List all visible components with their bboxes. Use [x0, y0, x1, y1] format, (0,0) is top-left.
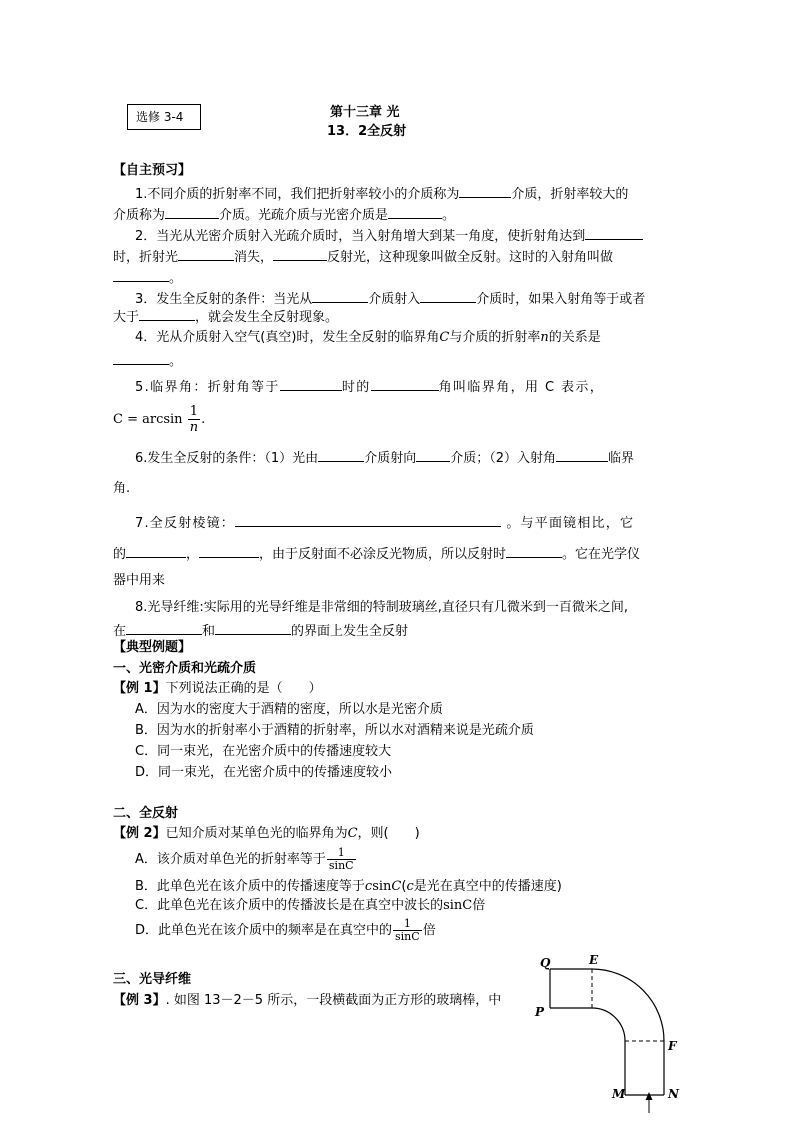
preview-q7-line1: 7.全反射棱镜： 。与平面镜相比，它 [135, 513, 634, 532]
preview-q3-line1: 3．发生全反射的条件：当光从 介质射入 介质时，如果入射角等于或者 [135, 289, 645, 308]
section1-title: 一、光密介质和光疏介质 [113, 661, 257, 676]
preview-heading: 【自主预习】 [113, 163, 192, 178]
incident-ray-arrowhead [646, 1092, 653, 1100]
preview-q2-line2: 时，折射光 消失， 反射光，这种现象叫做全反射。这时的入射角叫做 [113, 247, 613, 266]
preview-q1-line1: 1.不同介质的折射率不同，我们把折射率较小的介质称为 介质，折射率较大的 [135, 184, 628, 203]
label-m: M [612, 1087, 626, 1101]
example2-option-a: A．该介质对单色光的折射率等于 $\frac{1}{\sin C}$ [135, 846, 354, 872]
rod-outline [550, 969, 664, 1095]
examples-heading: 【典型例题】 [113, 640, 192, 655]
example3-stem: 【例 3】. 如图 13－2－5 所示，一段横截面为正方形的玻璃棒，中 [113, 993, 502, 1008]
example2-option-c: C．此单色光在该介质中的传播波长是在真空中波长的sinC倍 [135, 898, 486, 913]
example2-option-b: B．此单色光在该介质中的传播速度等于csinC(c是光在真空中的传播速度) [135, 879, 562, 894]
preview-q5-line1: 5.临界角：折射角等于 时的 角叫临界角，用 C 表示， [135, 377, 604, 396]
preview-q7-line2: 的 ， ，由于反射面不必涂反光物质，所以反射时 。它在光学仪 [113, 544, 640, 563]
preview-q3-line2: 大于 ，就会发生全反射现象。 [113, 307, 338, 326]
preview-q2-line3: 。 [113, 268, 182, 287]
preview-q7-line3: 器中用来 [113, 573, 166, 588]
preview-q4-line1: 4．光从介质射入空气(真空)时，发生全反射的临界角C与介质的折射率n的关系是 [135, 330, 601, 345]
label-e: E [589, 953, 599, 967]
label-n: N [668, 1087, 679, 1101]
example1-option-a: A．因为水的密度大于酒精的密度，所以水是光密介质 [135, 702, 443, 717]
example1-stem: 【例 1】下列说法正确的是（ ） [113, 681, 322, 696]
rod-outer-edge [550, 969, 664, 1095]
section3-title: 三、光导纤维 [113, 972, 192, 987]
label-f: F [668, 1039, 677, 1053]
preview-q2-line1: 2．当光从光密介质射入光疏介质时，当入射角增大到某一角度，使折射角达到 [135, 226, 643, 245]
example1-option-b: B．因为水的折射率小于酒精的折射率，所以水对酒精来说是光疏介质 [135, 723, 534, 738]
preview-q6-line1: 6.发生全反射的条件：（1）光由 介质射向 介质；（2）入射角 临界 [135, 448, 634, 467]
example2-stem: 【例 2】已知介质对某单色光的临界角为C，则( ) [113, 826, 420, 841]
label-q: Q [540, 956, 551, 970]
rod-inner-edge [550, 1008, 625, 1095]
preview-q6-line2: 角. [113, 481, 131, 496]
example2-option-d: D．此单色光在该介质中的频率是在真空中的 $\frac{1}{\sin C}$ 倍 [135, 917, 436, 943]
bent-glass-rod-figure [520, 950, 700, 1115]
label-p: P [535, 1005, 545, 1019]
preview-q8-line2: 在 和 的界面上发生全反射 [113, 621, 408, 640]
example1-option-c: C．同一束光，在光密介质中的传播速度较大 [135, 744, 392, 759]
example1-option-d: D．同一束光，在光密介质中的传播速度较小 [135, 765, 393, 780]
elective-tag: 选修 3-4 [127, 104, 201, 130]
preview-q8-line1: 8.光导纤维:实际用的光导纤维是非常细的特制玻璃丝,直径只有几微米到一百微米之间, [135, 600, 629, 615]
section-title: 13．2全反射 [327, 124, 407, 139]
section2-title: 二、全反射 [113, 806, 179, 821]
chapter-title: 第十三章 光 [330, 105, 400, 120]
preview-q4-line2: 。 [113, 351, 182, 370]
preview-q5-formula: C = arcsin $\frac{1}{n}$ . [113, 404, 206, 435]
preview-q1-line2: 介质称为 介质。光疏介质与光密介质是 。 [113, 205, 455, 224]
